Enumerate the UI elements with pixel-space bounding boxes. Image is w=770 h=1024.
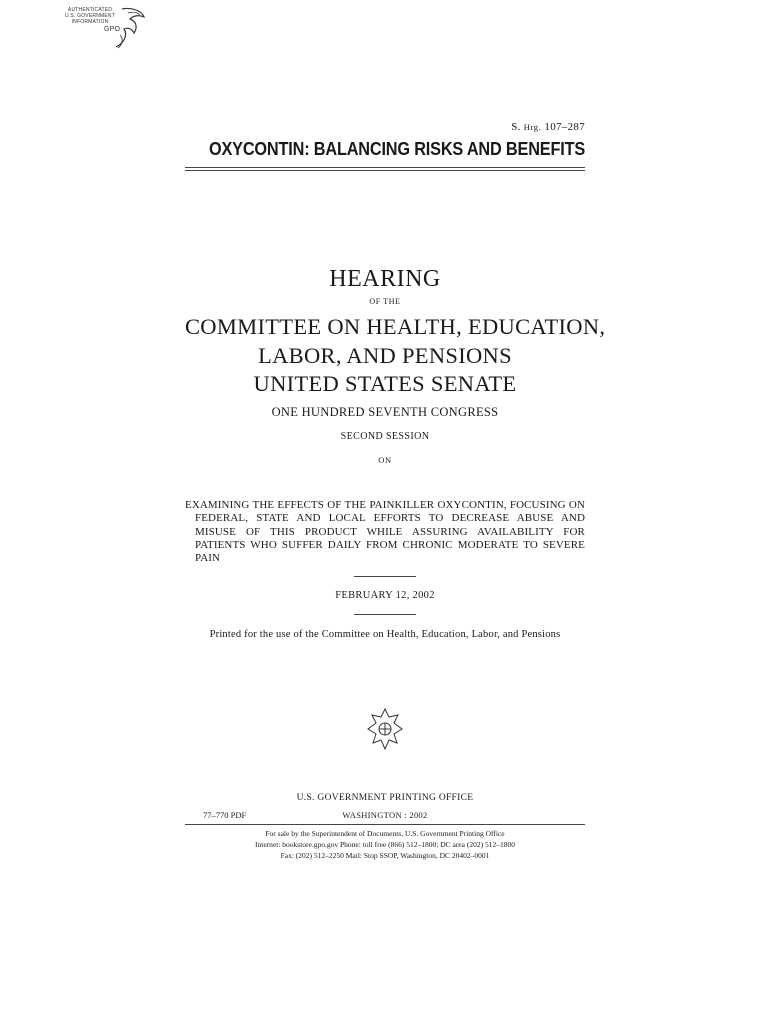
session-label: SECOND SESSION <box>340 431 430 442</box>
committee-name-line-1: COMMITTEE ON HEALTH, EDUCATION, <box>185 314 606 339</box>
sale-info-line-2: Internet: bookstore.gpo.gov Phone: toll free (866) 512–1800; DC area (202) 512–1800 <box>255 840 515 849</box>
date-rule-bottom <box>354 614 416 615</box>
hearing-date: FEBRUARY 12, 2002 <box>335 590 435 601</box>
footer-rule <box>185 824 585 825</box>
of-the-label: OF THE <box>369 297 401 306</box>
seal-line-gpo: GPO <box>104 26 121 33</box>
on-label: ON <box>378 455 392 465</box>
seal-line-information: INFORMATION <box>71 19 109 25</box>
gpo-eagle-icon <box>62 5 146 49</box>
committee-name-line-3: UNITED STATES SENATE <box>253 371 517 396</box>
gpo-emblem-icon <box>366 707 404 751</box>
hearing-number: S. Hrg. 107–287 <box>511 121 585 133</box>
title-double-rule <box>185 167 585 171</box>
publication-location: WASHINGTON : 2002 <box>342 810 428 820</box>
printed-for-note: Printed for the use of the Committee on Health, Education, Labor, and Pensions <box>209 629 561 640</box>
document-title: OXYCONTIN: BALANCING RISKS AND BENEFITS <box>209 138 586 159</box>
seal-line-authenticated: AUTHENTICATED <box>67 7 113 13</box>
sale-info-line-3: Fax: (202) 512–2250 Mail: Stop SSOP, Washington, DC 20402–0001 <box>280 851 490 860</box>
document-number: 77–770 PDF <box>203 810 247 820</box>
hearing-subject: EXAMINING THE EFFECTS OF THE PAINKILLER OXYCONTIN, FOCUSING ON FEDERAL, STATE AND LOCAL EFFORTS TO DECREASE ABUSE AND MISUSE OF THIS PRODUCT WHILE ASSURING AVAILABILITY FOR PATIENTS WHO SUFFER DAILY FROM CHRONIC MODERATE TO SEVERE PAIN <box>185 499 585 565</box>
committee-name-line-2: LABOR, AND PENSIONS <box>258 343 512 368</box>
hearing-heading: HEARING <box>329 266 441 292</box>
date-rule-top <box>354 576 416 577</box>
printing-office-label: U.S. GOVERNMENT PRINTING OFFICE <box>296 793 474 803</box>
seal-line-government: U.S. GOVERNMENT <box>65 13 115 19</box>
congress-label: ONE HUNDRED SEVENTH CONGRESS <box>271 405 499 419</box>
hearing-number-label: Hrg. <box>523 122 542 132</box>
sale-info-line-1: For sale by the Superintendent of Documents, U.S. Government Printing Office <box>265 829 505 838</box>
